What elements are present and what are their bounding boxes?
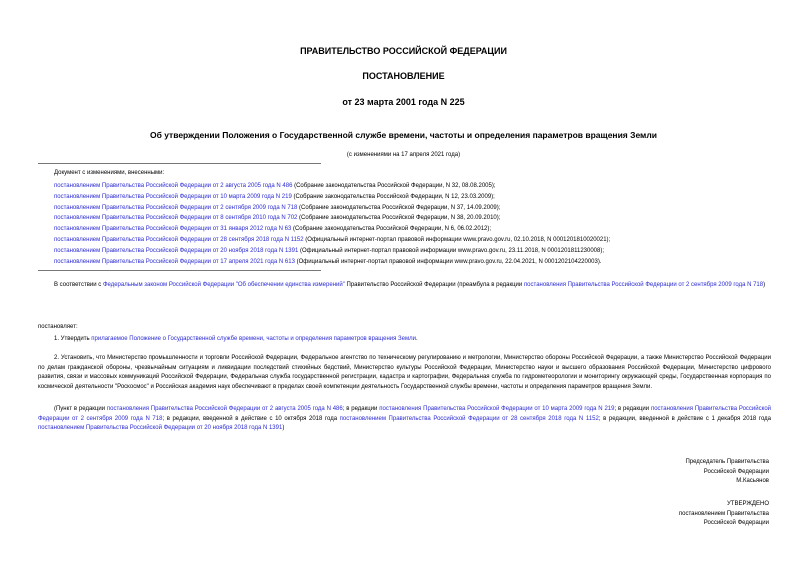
amendment-source: (Собрание законодательства Российской Федерации, N 37, 14.09.2009);: [297, 204, 501, 211]
approval-block: [569, 500, 769, 529]
date-number-heading: от 23 марта 2001 года N 225: [342, 97, 465, 107]
edition-link[interactable]: постановления Правительства Российской Федерации от 2 сентября 2009 года N 718: [38, 406, 772, 422]
item-1-text: .: [416, 336, 418, 342]
list-item: [54, 192, 774, 203]
amendment-link[interactable]: постановлением Правительства Российской Федерации от 2 августа 2005 года N 486: [54, 183, 293, 189]
item-1-text: 1. Утвердить: [54, 336, 92, 342]
signature-body: Российской Федерации: [703, 468, 769, 475]
preamble-text: Правительство Российской Федерации (преамбула в редакции: [344, 282, 524, 288]
federal-law-link[interactable]: Федеральным законом Российской Федерации "Об обеспечении единства измерений": [102, 282, 345, 288]
list-item: [54, 224, 774, 235]
preamble-edition-link[interactable]: постановления Правительства Российской Федерации от 2 сентября 2009 года N 718: [523, 282, 764, 288]
preamble-text: В соответствии с: [54, 282, 103, 288]
approved-label: УТВЕРЖДЕНО: [726, 501, 769, 507]
edition-link[interactable]: постановления Правительства Российской Федерации от 10 марта 2009 года N 219: [379, 406, 615, 412]
amendment-source: (Собрание законодательства Российской Федерации, N 12, 23.03.2009);: [291, 193, 495, 200]
note-text: ; в редакции, введенной в действие с 1 декабря 2018 года: [598, 415, 771, 422]
note-text: (Пункт в редакции: [54, 406, 107, 412]
signature-name: М.Касьянов: [736, 478, 769, 485]
note-text: ): [282, 425, 285, 432]
item-2-paragraph: 2. Установить, что Министерство промышленности и торговли Российской Федерации, Федеральное агентство по техническому регулированию и метрологии, Министерство обороны Российской Федерации, а также Министерство Российской Федерации по делам гражданской обороны, чрезвычайным ситуациям и ликвидации последствий стихийных бедствий, Министерство культуры Российской Федерации, Министерство науки и высшего образования Российской Федерации, Министерство цифрового развития, связи и массовых коммуникаций Российской Федерации, Федеральная служба государственной регистрации, кадастра и картографии, Федеральная служба по гидрометеорологии и мониторингу окружающей среды, Государственная корпорация по космической деятельности "Роскосмос" и Российская академия наук обеспечивают в пределах своей компетенции деятельность Государственной службы времени, частоты и определения параметров вращения Земли.: [38, 355, 771, 390]
preamble-text: ): [763, 282, 766, 288]
revision-note: (с изменениями на 17 апреля 2021 года): [346, 152, 461, 158]
list-item: [54, 213, 774, 224]
amendment-link[interactable]: постановлением Правительства Российской Федерации от 17 апреля 2021 года N 613: [54, 258, 295, 265]
list-item: [54, 246, 774, 257]
document-type-heading: ПОСТАНОВЛЕНИЕ: [362, 71, 445, 81]
government-heading: ПРАВИТЕЛЬСТВО РОССИЙСКОЙ ФЕДЕРАЦИИ: [300, 46, 507, 56]
signature-block: [569, 458, 769, 487]
amendment-link[interactable]: постановлением Правительства Российской Федерации от 20 ноября 2018 года N 1391: [54, 247, 299, 254]
amendment-source: (Собрание законодательства Российской Федерации, N 6, 06.02.2012);: [291, 226, 492, 233]
amendment-source: (Собрание законодательства Российской Федерации, N 32, 08.08.2005);: [292, 183, 496, 189]
edition-link[interactable]: постановлением Правительства Российской Федерации от 20 ноября 2018 года N 1391: [38, 425, 283, 432]
list-item: [54, 181, 774, 192]
amendment-link[interactable]: постановлением Правительства Российской Федерации от 10 марта 2009 года N 219: [54, 193, 292, 200]
list-item: [54, 257, 774, 268]
amendment-link[interactable]: постановлением Правительства Российской Федерации от 28 сентября 2018 года N 1152: [54, 236, 304, 243]
edition-link[interactable]: постановлением Правительства Российской Федерации от 28 сентября 2018 года N 1152: [339, 415, 599, 422]
approved-by: постановлением Правительства: [678, 510, 769, 517]
bottom-divider: [38, 270, 321, 271]
regulation-link[interactable]: прилагаемое Положение о Государственной службе времени, частоты и определения параметров вращения Земли: [91, 336, 416, 342]
item-1-paragraph: [38, 335, 771, 345]
note-text: ; в редакции: [614, 406, 651, 412]
amendment-source: (Официальный интернет-портал правовой информации www.pravo.gov.ru, 22.04.2021, N 0001202104220003).: [294, 258, 602, 265]
amendment-link[interactable]: постановлением Правительства Российской Федерации от 8 сентября 2010 года N 702: [54, 215, 298, 222]
signature-position: Председатель Правительства: [685, 459, 769, 465]
item-2-edition-note: [38, 405, 771, 434]
edition-link[interactable]: постановления Правительства Российской Федерации от 2 августа 2005 года N 486: [106, 406, 343, 412]
list-item: [54, 203, 774, 214]
amendments-label: Документ с изменениями, внесенными:: [54, 170, 165, 176]
amendment-link[interactable]: постановлением Правительства Российской Федерации от 2 сентября 2009 года N 718: [54, 204, 298, 211]
amendment-source: (Официальный интернет-портал правовой информации www.pravo.gov.ru, 02.10.2018, N 0001201810020021);: [303, 236, 611, 243]
decrees-word: постановляет:: [38, 324, 78, 330]
amendment-source: (Официальный интернет-портал правовой информации www.pravo.gov.ru, 23.11.2018, N 0001201811230008);: [298, 247, 605, 254]
list-item: [54, 235, 774, 246]
amendment-link[interactable]: постановлением Правительства Российской Федерации от 31 января 2012 года N 63: [54, 226, 292, 233]
preamble-paragraph: [38, 281, 771, 291]
note-text: ; в редакции: [342, 406, 380, 412]
approved-body: Российской Федерации: [703, 520, 769, 527]
top-divider: [38, 163, 321, 164]
document-title: Об утверждении Положения о Государственной службе времени, частоты и определения параметров вращения Земли: [150, 130, 657, 140]
note-text: ; в редакции, введенной в действие с 10 октября 2018 года: [162, 415, 340, 422]
amendment-source: (Собрание законодательства Российской Федерации, N 38, 20.09.2010);: [297, 215, 501, 222]
amendments-list: [54, 181, 774, 267]
